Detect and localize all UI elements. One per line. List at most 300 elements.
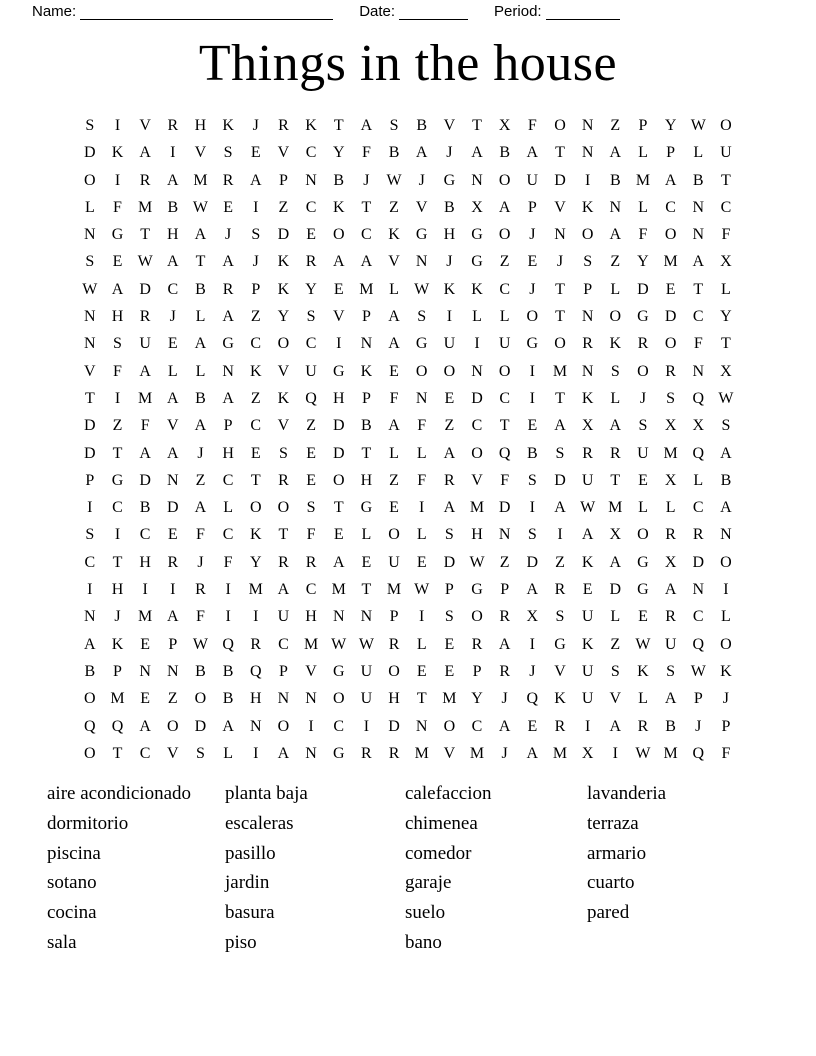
grid-letter[interactable]: Q xyxy=(692,744,705,762)
grid-letter[interactable]: O xyxy=(498,226,511,244)
grid-letter[interactable]: A xyxy=(222,389,234,407)
grid-letter[interactable]: O xyxy=(443,717,456,735)
grid-letter[interactable]: M xyxy=(635,171,651,189)
grid-letter[interactable]: E xyxy=(223,198,233,216)
grid-letter[interactable]: Z xyxy=(250,389,261,407)
grid-letter[interactable]: W xyxy=(580,499,596,517)
grid-letter[interactable]: R xyxy=(388,635,400,653)
grid-letter[interactable]: Z xyxy=(167,690,178,708)
grid-letter[interactable]: V xyxy=(443,744,456,762)
grid-letter[interactable]: Y xyxy=(471,690,483,708)
grid-letter[interactable]: Q xyxy=(222,635,234,653)
grid-letter[interactable]: G xyxy=(222,335,234,353)
grid-letter[interactable]: K xyxy=(581,198,594,216)
grid-letter[interactable]: K xyxy=(249,526,262,544)
grid-letter[interactable]: Z xyxy=(250,308,261,326)
grid-letter[interactable]: W xyxy=(414,280,430,298)
word-list-item[interactable]: piso xyxy=(225,931,257,953)
grid-letter[interactable]: S xyxy=(527,471,537,489)
grid-letter[interactable]: P xyxy=(168,635,178,653)
grid-letter[interactable]: Y xyxy=(277,308,290,326)
grid-letter[interactable]: M xyxy=(248,581,263,599)
grid-letter[interactable]: E xyxy=(444,635,455,653)
grid-letter[interactable]: V xyxy=(471,471,483,489)
grid-letter[interactable]: I xyxy=(529,499,535,517)
grid-letter[interactable]: S xyxy=(527,526,537,544)
grid-letter[interactable]: R xyxy=(222,280,234,298)
grid-letter[interactable]: N xyxy=(222,362,234,380)
grid-letter[interactable]: M xyxy=(386,581,402,599)
grid-letter[interactable]: J xyxy=(529,662,536,680)
grid-letter[interactable]: T xyxy=(140,226,151,244)
grid-letter[interactable]: P xyxy=(666,144,676,162)
grid-letter[interactable]: V xyxy=(84,362,96,380)
grid-letter[interactable]: Z xyxy=(610,635,621,653)
grid-letter[interactable]: N xyxy=(554,226,566,244)
grid-letter[interactable]: G xyxy=(360,499,373,517)
grid-letter[interactable]: I xyxy=(253,744,259,762)
grid-letter[interactable]: U xyxy=(305,362,317,380)
grid-letter[interactable]: V xyxy=(332,308,345,326)
grid-letter[interactable]: Q xyxy=(692,389,705,407)
grid-letter[interactable]: S xyxy=(555,608,565,626)
grid-letter[interactable]: S xyxy=(278,444,288,462)
grid-letter[interactable]: Z xyxy=(499,253,510,271)
grid-letter[interactable]: N xyxy=(581,362,594,380)
grid-letter[interactable]: G xyxy=(637,581,649,599)
grid-letter[interactable]: J xyxy=(529,280,536,298)
grid-letter[interactable]: J xyxy=(695,717,702,735)
grid-letter[interactable]: I xyxy=(142,581,148,599)
grid-letter[interactable]: A xyxy=(498,635,511,653)
grid-letter[interactable]: W xyxy=(635,744,651,762)
grid-letter[interactable]: U xyxy=(526,171,539,189)
grid-letter[interactable]: Z xyxy=(389,198,399,216)
grid-letter[interactable]: O xyxy=(720,635,732,653)
grid-letter[interactable]: V xyxy=(388,253,400,271)
grid-letter[interactable]: V xyxy=(277,417,290,435)
grid-letter[interactable]: A xyxy=(720,444,732,462)
grid-letter[interactable]: C xyxy=(167,280,179,298)
grid-letter[interactable]: P xyxy=(361,308,371,326)
grid-letter[interactable]: S xyxy=(306,499,316,517)
grid-letter[interactable]: Z xyxy=(278,198,289,216)
grid-letter[interactable]: F xyxy=(140,417,150,435)
grid-letter[interactable]: J xyxy=(722,690,730,708)
grid-letter[interactable]: V xyxy=(194,144,207,162)
grid-letter[interactable]: O xyxy=(84,171,96,189)
grid-letter[interactable]: L xyxy=(638,499,648,517)
grid-letter[interactable]: W xyxy=(82,280,98,298)
word-list-item[interactable]: suelo xyxy=(405,902,446,924)
grid-letter[interactable]: U xyxy=(277,608,290,626)
grid-letter[interactable]: R xyxy=(665,608,676,626)
grid-letter[interactable]: R xyxy=(499,662,510,680)
grid-letter[interactable]: A xyxy=(443,444,456,462)
grid-letter[interactable]: P xyxy=(278,171,288,189)
grid-letter[interactable]: H xyxy=(139,553,151,571)
grid-letter[interactable]: S xyxy=(389,117,399,134)
grid-letter[interactable]: D xyxy=(554,471,566,489)
grid-letter[interactable]: B xyxy=(361,417,372,435)
grid-letter[interactable]: E xyxy=(140,635,151,653)
grid-letter[interactable]: U xyxy=(360,690,373,708)
grid-letter[interactable]: G xyxy=(637,308,649,326)
grid-letter[interactable]: O xyxy=(84,690,96,708)
grid-letter[interactable]: R xyxy=(388,744,400,762)
grid-letter[interactable]: U xyxy=(388,553,400,571)
grid-letter[interactable]: D xyxy=(388,717,400,735)
grid-letter[interactable]: L xyxy=(195,308,206,326)
grid-letter[interactable]: C xyxy=(84,553,96,571)
word-list-item[interactable]: pared xyxy=(587,902,630,924)
grid-letter[interactable]: C xyxy=(499,280,510,298)
grid-letter[interactable]: S xyxy=(306,308,316,326)
grid-letter[interactable]: D xyxy=(84,144,96,162)
grid-letter[interactable]: T xyxy=(693,280,704,298)
grid-letter[interactable]: T xyxy=(112,553,123,571)
grid-letter[interactable]: T xyxy=(112,744,123,762)
grid-letter[interactable]: A xyxy=(194,335,207,353)
grid-letter[interactable]: L xyxy=(638,144,648,162)
grid-letter[interactable]: E xyxy=(306,444,316,462)
word-list-item[interactable]: basura xyxy=(225,902,275,924)
grid-letter[interactable]: R xyxy=(278,471,289,489)
grid-letter[interactable]: A xyxy=(415,144,428,162)
grid-letter[interactable]: G xyxy=(111,471,124,489)
grid-letter[interactable]: K xyxy=(111,635,124,653)
grid-letter[interactable]: L xyxy=(195,362,206,380)
grid-letter[interactable]: Y xyxy=(305,280,317,298)
grid-letter[interactable]: R xyxy=(278,117,289,134)
grid-letter[interactable]: A xyxy=(443,499,456,517)
grid-letter[interactable]: J xyxy=(556,253,564,271)
grid-letter[interactable]: Y xyxy=(332,144,345,162)
grid-letter[interactable]: A xyxy=(720,499,732,517)
grid-letter[interactable]: G xyxy=(554,635,566,653)
word-list-item[interactable]: calefaccion xyxy=(405,783,492,804)
grid-letter[interactable]: S xyxy=(444,608,454,626)
grid-letter[interactable]: V xyxy=(554,198,566,216)
grid-letter[interactable]: A xyxy=(664,690,677,708)
grid-letter[interactable]: A xyxy=(332,253,345,271)
grid-letter[interactable]: N xyxy=(360,608,373,626)
grid-letter[interactable]: N xyxy=(692,581,705,599)
grid-letter[interactable]: R xyxy=(222,171,234,189)
grid-letter[interactable]: A xyxy=(360,253,373,271)
grid-letter[interactable]: H xyxy=(360,471,373,489)
grid-letter[interactable]: B xyxy=(526,444,538,462)
grid-letter[interactable]: L xyxy=(693,471,704,489)
word-list-item[interactable]: cuarto xyxy=(587,872,635,894)
grid-letter[interactable]: O xyxy=(443,362,456,380)
grid-letter[interactable]: A xyxy=(194,417,207,435)
grid-letter[interactable]: D xyxy=(471,389,483,407)
grid-letter[interactable]: J xyxy=(639,389,647,407)
grid-letter[interactable]: Z xyxy=(444,417,455,435)
grid-letter[interactable]: U xyxy=(498,335,511,353)
grid-letter[interactable]: A xyxy=(388,417,400,435)
grid-letter[interactable]: O xyxy=(167,717,179,735)
period-write-line[interactable] xyxy=(546,5,620,20)
grid-letter[interactable]: W xyxy=(690,662,706,680)
grid-letter[interactable]: T xyxy=(555,389,565,407)
grid-letter[interactable]: T xyxy=(472,117,482,134)
grid-letter[interactable]: H xyxy=(111,581,124,599)
grid-letter[interactable]: A xyxy=(277,581,290,599)
grid-letter[interactable]: U xyxy=(581,608,594,626)
grid-letter[interactable]: M xyxy=(663,444,678,462)
grid-letter[interactable]: W xyxy=(718,389,734,407)
grid-letter[interactable]: A xyxy=(222,253,234,271)
grid-letter[interactable]: C xyxy=(250,335,262,353)
grid-letter[interactable]: R xyxy=(665,362,676,380)
grid-letter[interactable]: A xyxy=(139,717,151,735)
grid-letter[interactable]: N xyxy=(139,662,151,680)
word-list-item[interactable]: escaleras xyxy=(225,812,294,834)
grid-letter[interactable]: D xyxy=(498,499,511,517)
grid-letter[interactable]: K xyxy=(554,690,566,708)
grid-letter[interactable]: E xyxy=(333,526,344,544)
grid-letter[interactable]: C xyxy=(692,608,704,626)
grid-letter[interactable]: K xyxy=(277,280,290,298)
grid-letter[interactable]: J xyxy=(197,553,204,571)
grid-letter[interactable]: I xyxy=(87,581,93,599)
word-list-item[interactable]: bano xyxy=(405,931,442,953)
grid-letter[interactable]: O xyxy=(277,717,290,735)
grid-letter[interactable]: F xyxy=(196,608,205,626)
grid-letter[interactable]: X xyxy=(498,117,511,134)
grid-letter[interactable]: Z xyxy=(112,417,123,435)
grid-letter[interactable]: A xyxy=(554,499,566,517)
grid-letter[interactable]: B xyxy=(195,280,206,298)
grid-letter[interactable]: D xyxy=(332,444,345,462)
grid-letter[interactable]: A xyxy=(167,444,179,462)
grid-letter[interactable]: M xyxy=(552,744,568,762)
grid-letter[interactable]: I xyxy=(225,608,231,626)
grid-letter[interactable]: C xyxy=(278,635,289,653)
grid-letter[interactable]: V xyxy=(443,117,456,134)
grid-letter[interactable]: Y xyxy=(637,253,649,271)
grid-letter[interactable]: I xyxy=(253,198,259,216)
word-list-item[interactable]: chimenea xyxy=(405,812,478,834)
grid-letter[interactable]: I xyxy=(474,335,480,353)
grid-letter[interactable]: L xyxy=(693,144,704,162)
grid-letter[interactable]: M xyxy=(663,744,678,762)
grid-letter[interactable]: T xyxy=(361,198,372,216)
grid-letter[interactable]: G xyxy=(111,226,124,244)
grid-letter[interactable]: T xyxy=(721,335,731,353)
grid-letter[interactable]: U xyxy=(360,662,373,680)
word-list-item[interactable]: jardin xyxy=(225,872,270,894)
grid-letter[interactable]: N xyxy=(581,308,594,326)
grid-letter[interactable]: N xyxy=(692,362,705,380)
grid-letter[interactable]: J xyxy=(501,744,508,762)
grid-letter[interactable]: J xyxy=(501,690,508,708)
grid-letter[interactable]: M xyxy=(138,389,153,407)
grid-letter[interactable]: C xyxy=(692,499,704,517)
grid-letter[interactable]: U xyxy=(581,471,594,489)
grid-letter[interactable]: Y xyxy=(664,117,677,134)
grid-letter[interactable]: E xyxy=(167,526,178,544)
grid-letter[interactable]: M xyxy=(359,280,374,298)
grid-letter[interactable]: P xyxy=(278,662,288,680)
grid-letter[interactable]: R xyxy=(139,171,151,189)
grid-letter[interactable]: A xyxy=(194,226,207,244)
grid-letter[interactable]: I xyxy=(529,635,535,653)
grid-letter[interactable]: U xyxy=(720,144,732,162)
grid-letter[interactable]: U xyxy=(139,335,151,353)
grid-letter[interactable]: T xyxy=(250,471,261,489)
grid-letter[interactable]: W xyxy=(137,253,153,271)
grid-letter[interactable]: M xyxy=(552,362,568,380)
grid-letter[interactable]: A xyxy=(526,144,539,162)
grid-letter[interactable]: C xyxy=(305,198,317,216)
grid-letter[interactable]: A xyxy=(609,717,622,735)
grid-letter[interactable]: C xyxy=(471,417,483,435)
grid-letter[interactable]: A xyxy=(609,553,622,571)
grid-letter[interactable]: N xyxy=(84,308,96,326)
grid-letter[interactable]: O xyxy=(609,308,622,326)
grid-letter[interactable]: T xyxy=(195,253,206,271)
grid-letter[interactable]: A xyxy=(167,389,179,407)
grid-letter[interactable]: K xyxy=(360,362,373,380)
grid-letter[interactable]: D xyxy=(692,553,705,571)
grid-letter[interactable]: S xyxy=(610,362,620,380)
word-list-item[interactable]: armario xyxy=(587,842,647,864)
grid-letter[interactable]: S xyxy=(444,526,454,544)
grid-letter[interactable]: P xyxy=(638,117,648,134)
grid-letter[interactable]: X xyxy=(471,198,483,216)
grid-letter[interactable]: H xyxy=(471,526,483,544)
grid-letter[interactable]: K xyxy=(609,335,622,353)
grid-letter[interactable]: O xyxy=(554,335,566,353)
grid-letter[interactable]: V xyxy=(167,744,179,762)
grid-letter[interactable]: T xyxy=(416,690,427,708)
grid-letter[interactable]: H xyxy=(388,690,400,708)
grid-letter[interactable]: B xyxy=(720,471,732,489)
grid-letter[interactable]: E xyxy=(527,417,538,435)
word-list-item[interactable]: pasillo xyxy=(225,842,276,864)
grid-letter[interactable]: A xyxy=(692,253,705,271)
grid-letter[interactable]: N xyxy=(609,198,622,216)
grid-letter[interactable]: G xyxy=(415,226,428,244)
grid-letter[interactable]: N xyxy=(249,717,262,735)
grid-letter[interactable]: L xyxy=(721,280,731,298)
grid-letter[interactable]: U xyxy=(581,662,594,680)
grid-letter[interactable]: A xyxy=(388,335,400,353)
grid-letter[interactable]: C xyxy=(139,744,151,762)
grid-letter[interactable]: X xyxy=(664,553,677,571)
grid-letter[interactable]: F xyxy=(113,362,122,380)
grid-letter[interactable]: A xyxy=(167,253,179,271)
grid-letter[interactable]: N xyxy=(305,171,317,189)
grid-letter[interactable]: G xyxy=(443,171,456,189)
grid-letter[interactable]: O xyxy=(84,744,96,762)
grid-letter[interactable]: K xyxy=(720,662,732,680)
grid-letter[interactable]: E xyxy=(527,253,538,271)
grid-letter[interactable]: O xyxy=(637,526,649,544)
word-list-item[interactable]: planta baja xyxy=(225,783,308,804)
grid-letter[interactable]: G xyxy=(637,553,649,571)
grid-letter[interactable]: R xyxy=(305,253,317,271)
grid-letter[interactable]: I xyxy=(170,144,176,162)
grid-letter[interactable]: N xyxy=(332,608,345,626)
grid-letter[interactable]: F xyxy=(113,198,122,216)
grid-letter[interactable]: J xyxy=(446,144,453,162)
grid-letter[interactable]: C xyxy=(250,417,262,435)
grid-letter[interactable]: W xyxy=(635,635,651,653)
grid-letter[interactable]: P xyxy=(693,690,703,708)
grid-letter[interactable]: U xyxy=(443,335,456,353)
grid-letter[interactable]: W xyxy=(690,117,706,134)
grid-letter[interactable]: R xyxy=(471,635,483,653)
grid-letter[interactable]: I xyxy=(584,717,591,735)
grid-letter[interactable]: A xyxy=(194,499,207,517)
grid-letter[interactable]: I xyxy=(584,171,591,189)
word-list-item[interactable]: sala xyxy=(47,931,77,953)
grid-letter[interactable]: E xyxy=(527,717,538,735)
word-list-item[interactable]: terraza xyxy=(587,812,639,834)
grid-letter[interactable]: W xyxy=(386,171,402,189)
grid-letter[interactable]: M xyxy=(138,608,153,626)
grid-letter[interactable]: O xyxy=(664,335,677,353)
grid-letter[interactable]: S xyxy=(610,662,620,680)
grid-letter[interactable]: H xyxy=(167,226,179,244)
grid-letter[interactable]: I xyxy=(114,171,121,189)
grid-letter[interactable]: D xyxy=(139,471,151,489)
grid-letter[interactable]: E xyxy=(665,280,676,298)
grid-letter[interactable]: F xyxy=(527,117,537,134)
grid-letter[interactable]: G xyxy=(332,362,345,380)
grid-letter[interactable]: E xyxy=(389,499,399,517)
grid-letter[interactable]: O xyxy=(388,526,400,544)
grid-letter[interactable]: K xyxy=(637,662,649,680)
grid-letter[interactable]: S xyxy=(113,335,122,353)
grid-letter[interactable]: A xyxy=(139,144,151,162)
grid-letter[interactable]: A xyxy=(360,117,373,134)
grid-letter[interactable]: X xyxy=(581,744,594,762)
grid-letter[interactable]: N xyxy=(581,144,594,162)
grid-letter[interactable]: W xyxy=(469,553,485,571)
grid-letter[interactable]: D xyxy=(609,581,622,599)
grid-letter[interactable]: Q xyxy=(84,717,96,735)
grid-letter[interactable]: C xyxy=(720,198,732,216)
grid-letter[interactable]: N xyxy=(415,389,428,407)
grid-letter[interactable]: G xyxy=(526,335,539,353)
grid-letter[interactable]: W xyxy=(358,635,374,653)
word-list-item[interactable]: dormitorio xyxy=(47,812,129,834)
grid-letter[interactable]: I xyxy=(419,499,425,517)
grid-letter[interactable]: O xyxy=(471,444,483,462)
grid-letter[interactable]: I xyxy=(253,608,259,626)
grid-letter[interactable]: E xyxy=(112,253,123,271)
grid-letter[interactable]: G xyxy=(332,662,345,680)
grid-letter[interactable]: A xyxy=(498,198,511,216)
grid-letter[interactable]: L xyxy=(416,635,427,653)
grid-letter[interactable]: B xyxy=(665,717,676,735)
grid-letter[interactable]: G xyxy=(471,581,483,599)
grid-letter[interactable]: D xyxy=(637,280,649,298)
grid-letter[interactable]: K xyxy=(581,553,594,571)
grid-letter[interactable]: S xyxy=(251,226,261,244)
grid-letter[interactable]: R xyxy=(305,553,317,571)
grid-letter[interactable]: E xyxy=(306,471,316,489)
grid-letter[interactable]: D xyxy=(277,226,290,244)
grid-letter[interactable]: K xyxy=(332,198,345,216)
grid-letter[interactable]: P xyxy=(583,280,593,298)
grid-letter[interactable]: H xyxy=(305,608,317,626)
